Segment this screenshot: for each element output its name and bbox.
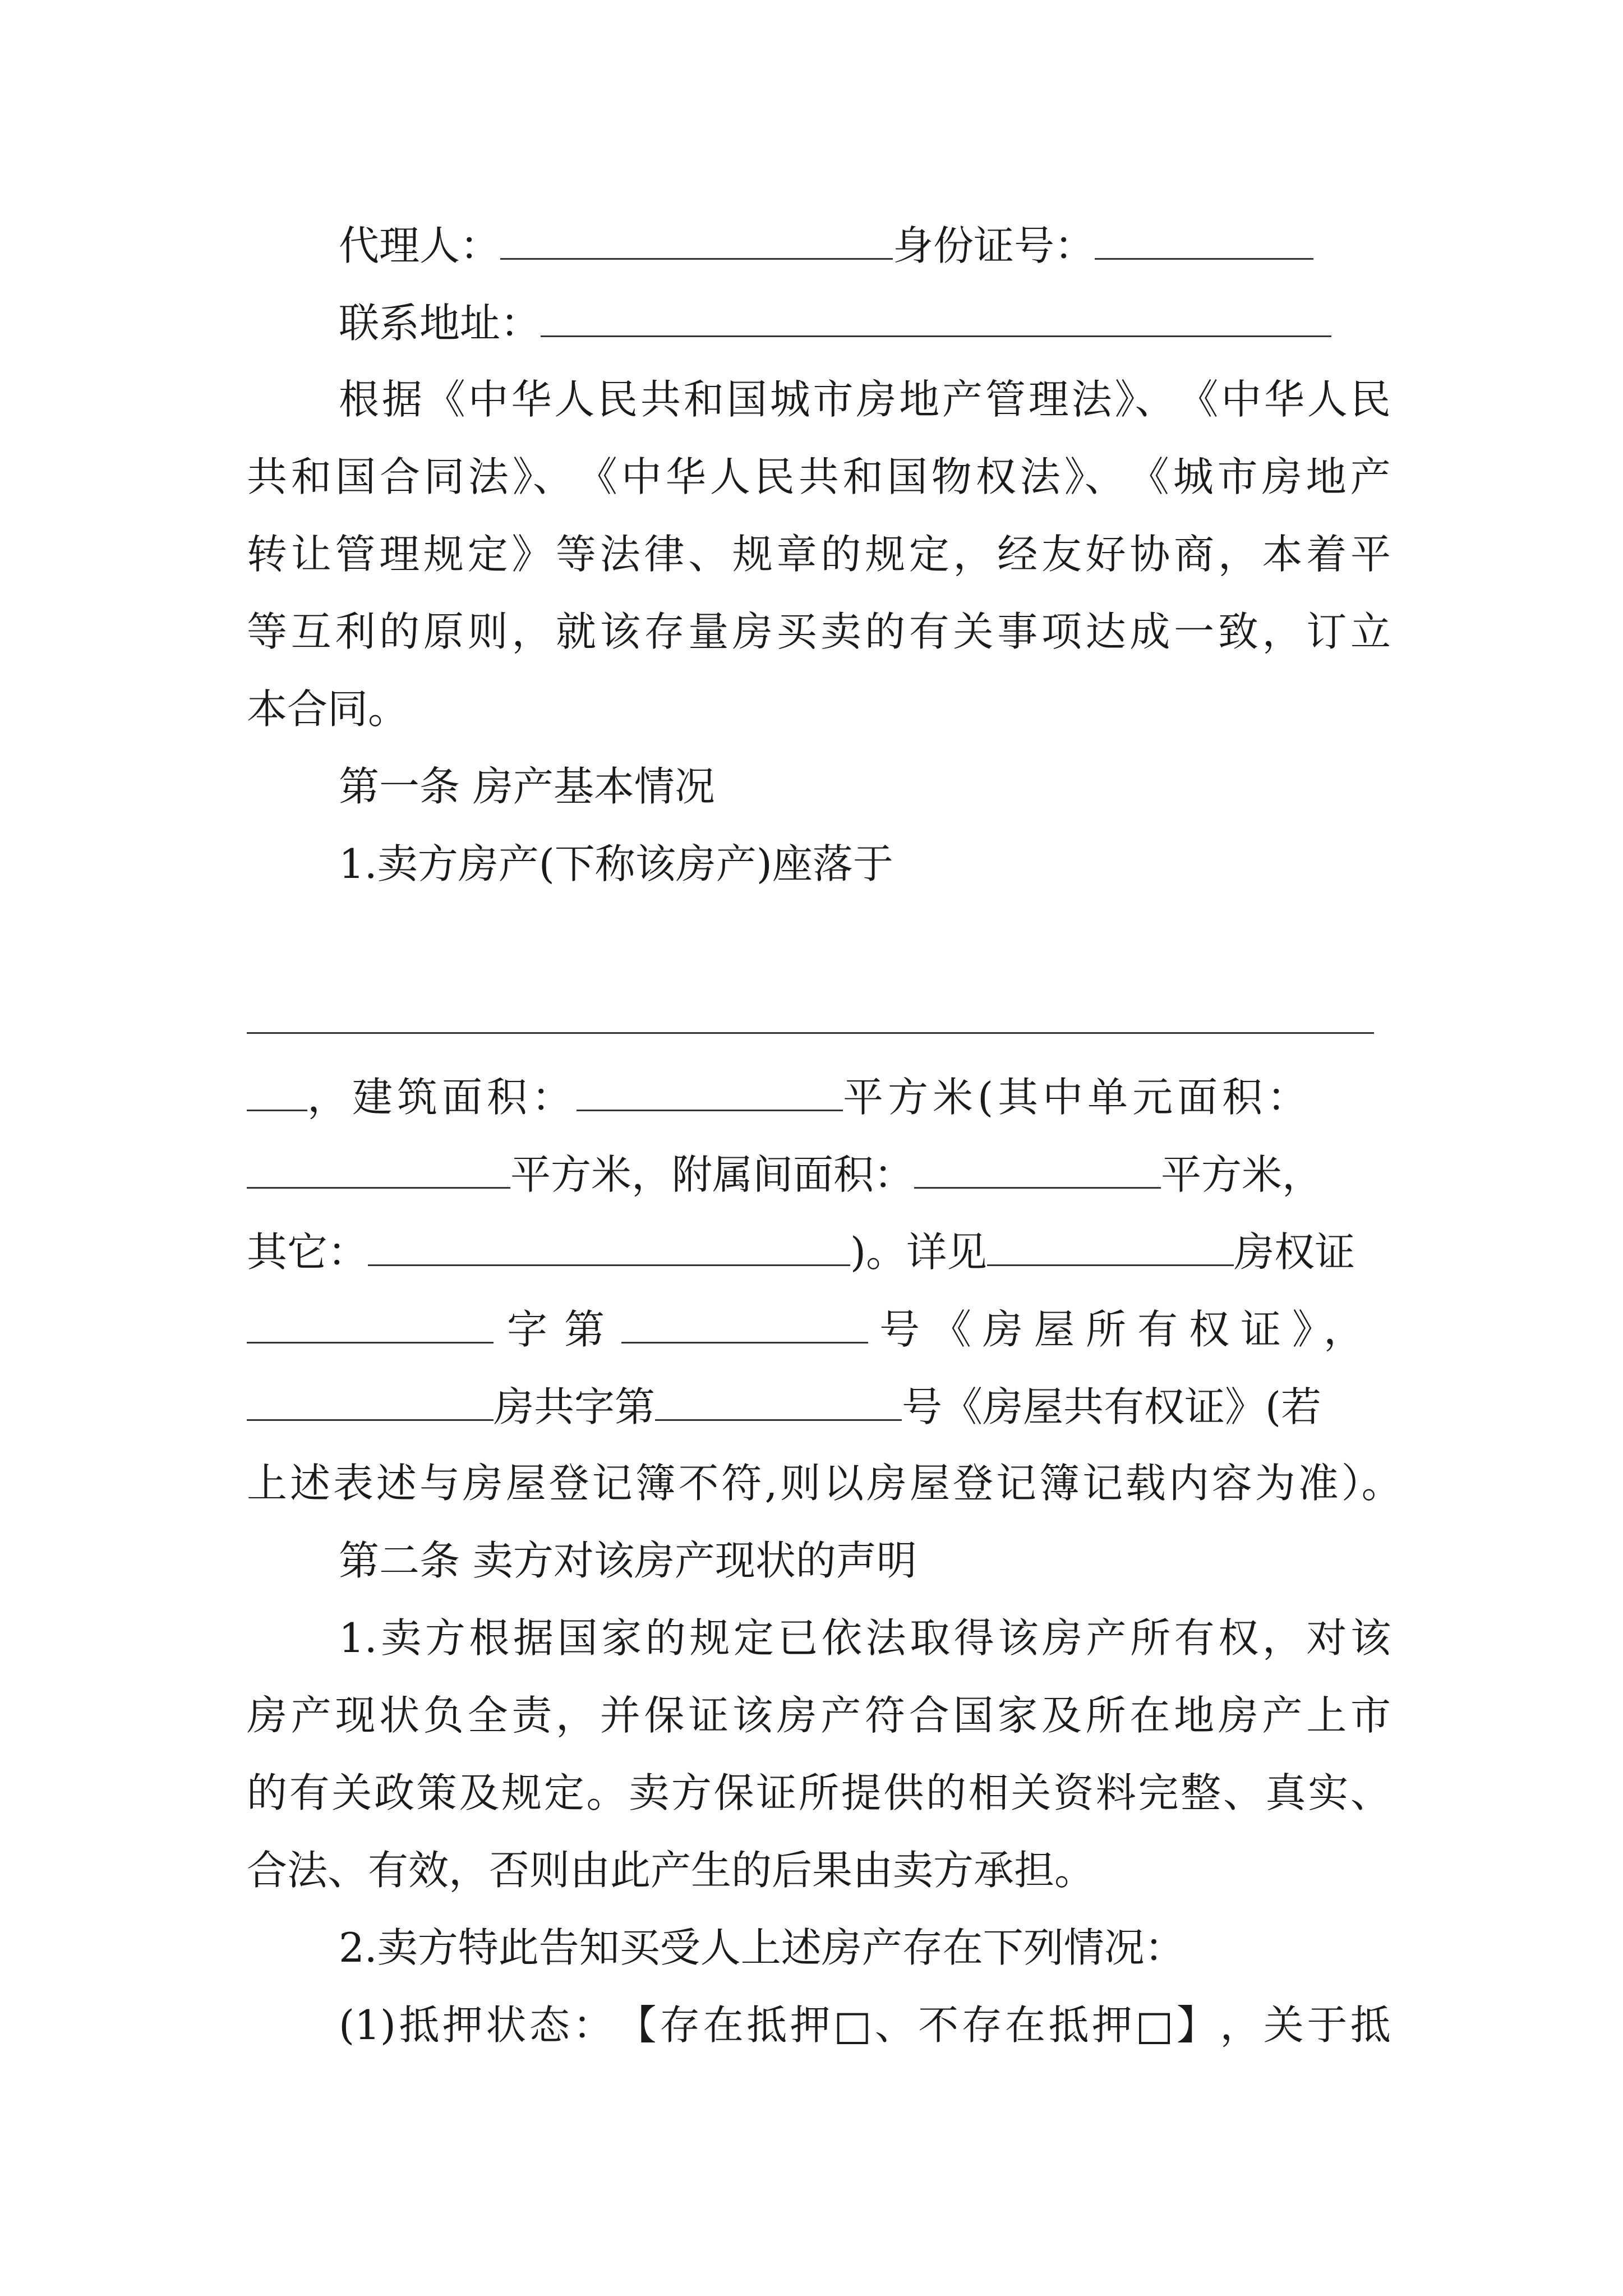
text-glyph: 中 — [621, 453, 662, 500]
text-glyph: 存 — [644, 608, 685, 655]
text-glyph: 地 — [1306, 453, 1347, 500]
text-glyph: 法 — [865, 1614, 906, 1662]
text-glyph: 房 — [776, 1692, 817, 1739]
text-glyph: 合 — [379, 453, 420, 500]
text-glyph: 共 — [247, 453, 288, 500]
text-glyph: 房 — [1218, 1692, 1258, 1739]
text-glyph: 量 — [688, 608, 729, 655]
text-glyph: 有 — [1174, 1614, 1215, 1662]
article-2-item-1-line-4: 合法、有效，否则由此产生的后果由卖方承担。 — [247, 1847, 1095, 1894]
co-cert-prefix-blank[interactable] — [247, 1386, 494, 1421]
text-glyph: 的 — [820, 531, 861, 578]
other-label: 其它： — [247, 1228, 368, 1276]
text-glyph: 中 — [468, 376, 509, 423]
text-glyph: 合 — [909, 1692, 949, 1739]
article-2-item-1-line-2 — [247, 1692, 1391, 1739]
text-glyph: 抵 — [746, 2001, 787, 2049]
text-glyph: 利 — [335, 608, 376, 655]
paragraph-1-line-1 — [339, 376, 1391, 423]
text-glyph: 证 — [688, 1692, 729, 1739]
text-glyph: 的 — [379, 608, 420, 655]
text-glyph: 定 — [733, 1614, 774, 1662]
detail-label: )。详见 — [850, 1228, 988, 1276]
building-area-blank[interactable] — [577, 1076, 843, 1111]
text-glyph: 好 — [1085, 531, 1126, 578]
cert-prefix-blank[interactable] — [987, 1231, 1234, 1266]
text-glyph: 、 — [688, 531, 729, 578]
paragraph-1-line-4 — [247, 608, 1391, 655]
text-glyph: 关 — [1011, 1769, 1052, 1816]
text-glyph: 法 — [600, 531, 640, 578]
text-glyph: 权 — [1218, 1614, 1259, 1662]
text-glyph: 不 — [678, 1460, 719, 1507]
text-glyph: 整 — [1181, 1769, 1221, 1816]
article-2-item-2: 2.卖方特此告知买受人上述房产存在下列情况： — [339, 1924, 1185, 1971]
text-glyph: 等 — [247, 608, 288, 655]
text-glyph: 该 — [998, 1614, 1039, 1662]
other-line — [247, 1228, 1391, 1276]
text-glyph: 民 — [597, 376, 638, 423]
text-glyph: 转 — [247, 531, 288, 578]
co-cert-label: 房共字第 — [494, 1383, 656, 1430]
text-glyph: 关 — [1263, 2001, 1304, 2049]
annex-area-label: 平方米，附属间面积： — [510, 1151, 915, 1198]
text-glyph: 负 — [423, 1692, 464, 1739]
location-tail-blank[interactable] — [247, 1076, 307, 1111]
text-glyph: 真 — [1265, 1769, 1306, 1816]
text-glyph: ， — [953, 531, 994, 578]
text-glyph: 等 — [556, 531, 597, 578]
text-glyph: , — [764, 1460, 778, 1507]
unit-area-line — [247, 1151, 1391, 1198]
text-glyph: 】 — [1176, 2001, 1217, 2049]
text-glyph: □ — [833, 2001, 872, 2049]
text-glyph: 管 — [985, 376, 1026, 423]
text-glyph: 记 — [592, 1460, 633, 1507]
text-glyph: 共 — [798, 453, 839, 500]
article-1-title: 第一条 房产基本情况 — [339, 763, 715, 810]
text-glyph: 理 — [379, 531, 420, 578]
text-glyph: 已 — [777, 1614, 818, 1662]
text-glyph: ）。 — [1341, 1460, 1402, 1507]
text-glyph: 上 — [1306, 1692, 1347, 1739]
text-glyph: 的 — [865, 608, 906, 655]
text-glyph: 以 — [823, 1460, 864, 1507]
text-glyph: 容 — [1211, 1460, 1252, 1507]
text-glyph: 与 — [419, 1460, 460, 1507]
text-glyph: 保 — [713, 1769, 754, 1816]
text-glyph: 国 — [335, 453, 376, 500]
paragraph-1-line-5: 本合同。 — [247, 685, 409, 733]
article-2-item-1-line-1 — [339, 1614, 1391, 1662]
text-glyph: 规 — [423, 531, 464, 578]
text-glyph: 民 — [1350, 376, 1391, 423]
text-glyph: 方 — [425, 1614, 465, 1662]
text-glyph: 屋 — [505, 1460, 546, 1507]
text-glyph: 达 — [1085, 608, 1126, 655]
text-glyph: 状 — [379, 1692, 420, 1739]
text-glyph: 《 — [1178, 376, 1219, 423]
cert-zi-blank[interactable] — [247, 1308, 494, 1343]
text-glyph: 存 — [961, 2001, 1002, 2049]
text-glyph: 述 — [289, 1460, 330, 1507]
text-glyph: 共 — [640, 376, 681, 423]
text-glyph: 房 — [856, 376, 897, 423]
text-glyph: 国 — [953, 1692, 994, 1739]
text-glyph: 符 — [721, 1460, 762, 1507]
text-glyph: □ — [1135, 2001, 1174, 2049]
text-glyph: 关 — [953, 608, 994, 655]
building-area-label: ，建筑面积： — [307, 1074, 577, 1121]
text-glyph: 《 — [425, 376, 465, 423]
text-glyph: 现 — [335, 1692, 376, 1739]
text-glyph: 本 — [1262, 531, 1303, 578]
text-glyph: 簿 — [635, 1460, 676, 1507]
text-glyph: 保 — [644, 1692, 685, 1739]
text-glyph: 所 — [1085, 1692, 1126, 1739]
unit-area-blank[interactable] — [247, 1153, 510, 1189]
text-glyph: 让 — [291, 531, 331, 578]
text-glyph: 抵 — [1350, 2001, 1391, 2049]
text-glyph: 簿 — [1039, 1460, 1080, 1507]
agent-line — [339, 222, 1391, 269]
text-glyph: 》、 — [1064, 453, 1125, 500]
text-glyph: 市 — [1350, 1692, 1391, 1739]
text-glyph: 法 — [1071, 376, 1112, 423]
text-glyph: 不 — [918, 2001, 959, 2049]
cert-name: 号《房屋所有权证》， — [879, 1306, 1376, 1353]
text-glyph: 法 — [1020, 453, 1061, 500]
text-glyph: 屋 — [910, 1460, 951, 1507]
text-glyph: 的 — [645, 1614, 686, 1662]
text-glyph: 地 — [899, 376, 940, 423]
text-glyph: 定 — [543, 1769, 584, 1816]
text-glyph: 就 — [556, 608, 597, 655]
text-glyph: 及 — [459, 1769, 500, 1816]
text-glyph: ， — [1218, 531, 1258, 578]
text-glyph: 资 — [1053, 1769, 1094, 1816]
id-label: 身份证号： — [893, 222, 1095, 269]
unit-area-label: 平方米(其中单元面积： — [843, 1074, 1312, 1121]
text-glyph: 项 — [1041, 608, 1082, 655]
text-glyph: 完 — [1138, 1769, 1179, 1816]
text-glyph: 该 — [600, 608, 640, 655]
text-glyph: 管 — [335, 531, 376, 578]
text-glyph: 态 — [529, 2001, 570, 2049]
text-glyph: 相 — [968, 1769, 1009, 1816]
registry-note — [247, 1460, 1402, 1507]
text-glyph: 、 — [1350, 1769, 1391, 1816]
text-glyph: 料 — [1095, 1769, 1136, 1816]
text-glyph: 权 — [975, 453, 1016, 500]
text-glyph: 房 — [732, 608, 773, 655]
text-glyph: 房 — [1261, 453, 1302, 500]
text-glyph: 友 — [1041, 531, 1082, 578]
text-glyph: 人 — [554, 376, 595, 423]
text-glyph: 符 — [865, 1692, 906, 1739]
text-glyph: 责 — [511, 1692, 552, 1739]
text-glyph: 同 — [423, 453, 464, 500]
text-glyph: 有 — [909, 608, 949, 655]
text-glyph: 在 — [703, 2001, 744, 2049]
text-glyph: 城 — [769, 376, 810, 423]
text-glyph: 民 — [754, 453, 795, 500]
text-glyph: ， — [556, 1692, 597, 1739]
text-glyph: 致 — [1218, 608, 1258, 655]
text-glyph: 国 — [887, 453, 928, 500]
text-glyph: 成 — [1129, 608, 1170, 655]
text-glyph: 证 — [756, 1769, 797, 1816]
location-blank[interactable] — [247, 1032, 1374, 1034]
text-glyph: 产 — [1350, 453, 1391, 500]
cert-line — [247, 1306, 1391, 1353]
text-glyph: 《 — [1128, 453, 1169, 500]
text-glyph: 平 — [1350, 531, 1391, 578]
text-glyph: 提 — [841, 1769, 882, 1816]
text-glyph: 所 — [798, 1769, 839, 1816]
text-glyph: 及 — [1041, 1692, 1082, 1739]
text-glyph: ： — [573, 2001, 614, 2049]
text-glyph: 华 — [665, 453, 706, 500]
text-glyph: 家 — [997, 1692, 1038, 1739]
article-1-item-1: 1.卖方房产(下称该房产)座落于 — [339, 840, 893, 887]
text-glyph: 规 — [865, 531, 906, 578]
text-glyph: 和 — [683, 376, 724, 423]
text-glyph: 家 — [601, 1614, 642, 1662]
text-glyph: 定 — [467, 531, 508, 578]
text-glyph: 记 — [1082, 1460, 1123, 1507]
text-glyph: 记 — [996, 1460, 1037, 1507]
text-glyph: 房 — [462, 1460, 503, 1507]
text-glyph: 物 — [931, 453, 972, 500]
text-glyph: 《 — [577, 453, 617, 500]
text-glyph: 互 — [291, 608, 331, 655]
text-glyph: 房 — [1041, 1614, 1082, 1662]
text-glyph: 商 — [1174, 531, 1215, 578]
text-glyph: 所 — [1130, 1614, 1171, 1662]
text-glyph: 规 — [689, 1614, 730, 1662]
text-glyph: 在 — [1005, 2001, 1046, 2049]
text-glyph: 政 — [374, 1769, 415, 1816]
co-cert-number-blank[interactable] — [655, 1386, 902, 1421]
address-blank[interactable] — [541, 302, 1331, 337]
text-glyph: 根 — [469, 1614, 510, 1662]
text-glyph: 市 — [813, 376, 854, 423]
text-glyph: 状 — [486, 2001, 527, 2049]
text-glyph: 卖 — [381, 1614, 422, 1662]
text-glyph: 为 — [1255, 1460, 1295, 1507]
text-glyph: 押 — [1091, 2001, 1132, 2049]
text-glyph: 和 — [842, 453, 883, 500]
co-cert-line — [247, 1383, 1391, 1430]
text-glyph: 押 — [442, 2001, 483, 2049]
text-glyph: 述 — [376, 1460, 417, 1507]
text-glyph: ， — [1262, 1614, 1303, 1662]
text-glyph: 立 — [1350, 608, 1391, 655]
text-glyph: 有 — [289, 1769, 330, 1816]
text-glyph: 卖 — [820, 608, 861, 655]
text-glyph: 存 — [660, 2001, 700, 2049]
text-glyph: 该 — [1350, 1614, 1391, 1662]
text-glyph: 据 — [513, 1614, 554, 1662]
text-glyph: 的 — [926, 1769, 967, 1816]
text-glyph: 》、 — [1114, 376, 1175, 423]
text-glyph: 法 — [468, 453, 509, 500]
paragraph-1-line-2 — [247, 453, 1391, 500]
text-glyph: 产 — [291, 1692, 331, 1739]
text-glyph: (1) — [339, 2001, 396, 2049]
text-glyph: 取 — [910, 1614, 951, 1662]
text-glyph: 一 — [1174, 608, 1215, 655]
text-glyph: 、 — [874, 2001, 915, 2049]
text-glyph: 据 — [381, 376, 422, 423]
paragraph-1-line-3 — [247, 531, 1391, 578]
agent-blank[interactable] — [500, 224, 893, 260]
co-cert-name: 号《房屋共有权证》(若 — [902, 1383, 1322, 1430]
text-glyph: 事 — [997, 608, 1038, 655]
text-glyph: 》 — [511, 531, 552, 578]
text-glyph: 于 — [1307, 2001, 1348, 2049]
text-glyph: 内 — [1168, 1460, 1209, 1507]
text-glyph: 规 — [501, 1769, 542, 1816]
zi-di-label: 字第 — [507, 1306, 622, 1353]
text-glyph: 》、 — [512, 453, 573, 500]
text-glyph: 原 — [423, 608, 464, 655]
text-glyph: 着 — [1306, 531, 1347, 578]
text-glyph: 的 — [247, 1769, 288, 1816]
text-glyph: 定 — [909, 531, 949, 578]
text-glyph: 。 — [586, 1769, 627, 1816]
text-glyph: 则 — [780, 1460, 821, 1507]
text-glyph: 则 — [467, 608, 508, 655]
text-glyph: 表 — [333, 1460, 374, 1507]
text-glyph: 地 — [1174, 1692, 1215, 1739]
id-blank[interactable] — [1095, 224, 1313, 260]
text-glyph: 押 — [790, 2001, 831, 2049]
text-glyph: 章 — [776, 531, 817, 578]
text-glyph: 依 — [822, 1614, 863, 1662]
text-glyph: 律 — [644, 531, 685, 578]
text-glyph: 华 — [1264, 376, 1305, 423]
text-glyph: 全 — [467, 1692, 508, 1739]
text-glyph: 订 — [1306, 608, 1347, 655]
text-glyph: 人 — [709, 453, 750, 500]
text-glyph: ， — [1220, 2001, 1261, 2049]
text-glyph: 房 — [247, 1692, 288, 1739]
other-blank[interactable] — [368, 1231, 850, 1266]
text-glyph: ， — [511, 608, 552, 655]
agent-label: 代理人： — [339, 222, 501, 269]
text-glyph: 理 — [1028, 376, 1069, 423]
mortgage-status-line — [339, 2001, 1391, 2049]
text-glyph: 并 — [600, 1692, 640, 1739]
text-glyph: 产 — [1262, 1692, 1303, 1739]
annex-area-blank[interactable] — [914, 1153, 1161, 1189]
text-glyph: 实 — [1308, 1769, 1349, 1816]
text-glyph: 载 — [1125, 1460, 1166, 1507]
text-glyph: 和 — [291, 453, 331, 500]
text-glyph: 人 — [1307, 376, 1348, 423]
text-glyph: 产 — [820, 1692, 861, 1739]
text-glyph: 产 — [1086, 1614, 1127, 1662]
text-glyph: 、 — [1223, 1769, 1264, 1816]
article-2-title: 第二条 卖方对该房产现状的声明 — [339, 1537, 917, 1584]
text-glyph: 中 — [1221, 376, 1262, 423]
article-2-item-1-line-3 — [247, 1769, 1391, 1816]
text-glyph: 策 — [416, 1769, 457, 1816]
area-line — [247, 1074, 1391, 1121]
text-glyph: 市 — [1217, 453, 1258, 500]
text-glyph: 规 — [732, 531, 773, 578]
text-glyph: 在 — [1129, 1692, 1170, 1739]
text-glyph: 经 — [997, 531, 1038, 578]
text-glyph: 对 — [1306, 1614, 1347, 1662]
text-glyph: 登 — [953, 1460, 994, 1507]
text-glyph: 国 — [726, 376, 767, 423]
text-glyph: 华 — [511, 376, 552, 423]
text-glyph: ， — [1262, 608, 1303, 655]
text-glyph: 该 — [732, 1692, 773, 1739]
text-glyph: 房 — [866, 1460, 907, 1507]
text-glyph: 登 — [548, 1460, 589, 1507]
text-glyph: 抵 — [399, 2001, 440, 2049]
text-glyph: 1. — [339, 1614, 377, 1662]
cert-label: 房权证 — [1234, 1228, 1355, 1276]
text-glyph: 准 — [1298, 1460, 1339, 1507]
text-glyph: 城 — [1173, 453, 1214, 500]
text-glyph: 【 — [616, 2001, 657, 2049]
text-glyph: 得 — [953, 1614, 994, 1662]
text-glyph: 关 — [331, 1769, 372, 1816]
address-line — [339, 300, 1391, 347]
text-glyph: 上 — [247, 1460, 288, 1507]
text-glyph: 产 — [942, 376, 983, 423]
text-glyph: 卖 — [629, 1769, 670, 1816]
text-glyph: 买 — [776, 608, 817, 655]
cert-number-blank[interactable] — [621, 1308, 868, 1343]
text-glyph: 方 — [671, 1769, 712, 1816]
text-glyph: 供 — [883, 1769, 924, 1816]
text-glyph: 抵 — [1048, 2001, 1089, 2049]
sqm-label: 平方米， — [1161, 1151, 1323, 1198]
text-glyph: 根 — [339, 376, 380, 423]
address-label: 联系地址： — [339, 300, 541, 347]
text-glyph: 国 — [557, 1614, 598, 1662]
text-glyph: 协 — [1129, 531, 1170, 578]
